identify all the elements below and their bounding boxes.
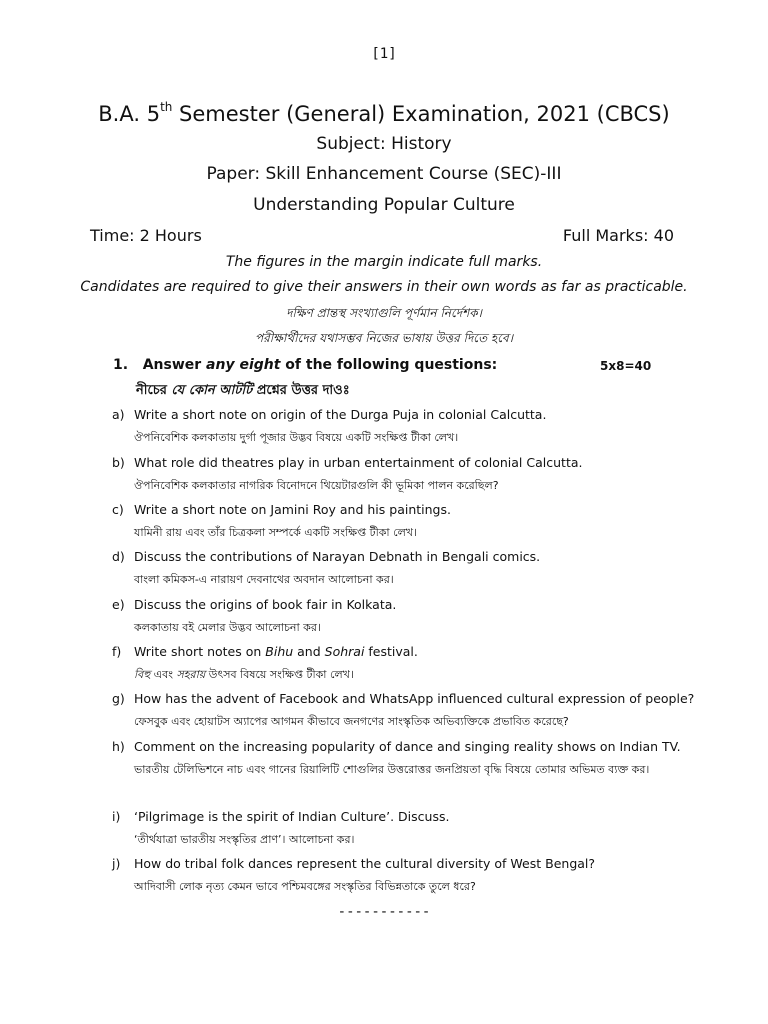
item-text-en: How has the advent of Facebook and WhatsApp influenced cultural expression of people?	[134, 691, 695, 706]
item-label: d)	[112, 549, 125, 564]
festival-name-sohrai-bn: সহরায়	[176, 668, 206, 681]
exam-title	[0, 100, 768, 126]
question-rest: of the following questions:	[280, 357, 498, 373]
festival-name-bihu: Bihu	[265, 644, 294, 659]
question-bn-emphasis: যে কোন আটটি	[171, 383, 253, 398]
item-text-en: Write a short note on Jamini Roy and his paintings.	[134, 502, 451, 517]
festival-name-bihu-bn: বিহু	[134, 668, 151, 681]
title-rest: Semester (General) Examination, 2021 (CBCS)	[172, 102, 670, 126]
item-text-bn: ভারতীয় টেলিভিশনে নাচ এবং গানের রিয়ালিটি শোগুলির উত্তরোত্তর জনপ্রিয়তা বৃদ্ধি বিষয়ে তোমার অভিমত ব্যক্ত কর।	[134, 763, 650, 776]
item-label: e)	[112, 597, 125, 612]
item-label: c)	[112, 502, 124, 517]
instruction-marks-bn: দক্ষিণ প্রান্তস্থ সংখ্যাগুলি পূর্ণমান নির্দেশক।	[286, 306, 482, 320]
item-text-bn: আদিবাসী লোক নৃত্য কেমন ভাবে পশ্চিমবঙ্গের সংস্কৃতির বিভিন্নতাকে তুলে ধরে?	[134, 880, 476, 893]
subject-line: Subject: History	[316, 134, 452, 154]
item-label: g)	[112, 691, 125, 706]
item-text-en	[134, 640, 694, 663]
time-allowed: Time: 2 Hours	[90, 226, 202, 245]
item-text-en: What role did theatres play in urban entertainment of colonial Calcutta.	[134, 455, 583, 470]
instruction-words-en: Candidates are required to give their answers in their own words as far as practicable.	[80, 279, 688, 295]
end-marker: -----------	[337, 904, 431, 920]
full-marks: Full Marks: 40	[562, 226, 674, 245]
item-text-bn: ঔপনিবেশিক কলকাতার নাগরিক বিনোদনে থিয়েটারগুলি কী ভূমিকা পালন করেছিল?	[134, 479, 499, 492]
item-text-en: Write a short note on origin of the Durga Puja in colonial Calcutta.	[134, 407, 547, 422]
item-text-part: উৎসব বিষয়ে সংক্ষিপ্ত টীকা লেখ।	[205, 668, 354, 681]
item-label: j)	[112, 856, 121, 871]
instruction-words-bn: পরীক্ষার্থীদের যথাসম্ভব নিজের ভাষায় উত্তর দিতে হবে।	[255, 331, 513, 345]
question-emphasis: any eight	[206, 357, 281, 373]
question-heading	[113, 357, 497, 373]
question-marks: 5x8=40	[600, 359, 652, 373]
item-text-part: এবং	[150, 668, 177, 681]
item-label: i)	[112, 809, 121, 824]
item-text-en: Discuss the contributions of Narayan Debnath in Bengali comics.	[134, 549, 541, 564]
item-text-bn: যামিনী রায় এবং তাঁর চিত্রকলা সম্পর্কে একটি সংক্ষিপ্ত টীকা লেখ।	[134, 526, 417, 539]
item-text-part: Write short notes on	[134, 644, 266, 659]
paper-line: Paper: Skill Enhancement Course (SEC)-III	[206, 164, 562, 184]
course-title: Understanding Popular Culture	[253, 195, 515, 215]
page-number: [1]	[371, 46, 397, 62]
title-main: B.A. 5	[98, 102, 161, 126]
title-superscript: th	[160, 100, 173, 114]
item-text-bn: ‘তীর্থযাত্রা ভারতীয় সংস্কৃতির প্রাণ’। আলোচনা কর।	[134, 833, 355, 846]
question-heading-bn	[136, 381, 350, 402]
item-text-en: ‘Pilgrimage is the spirit of Indian Culture’. Discuss.	[134, 809, 450, 824]
item-text-bn: ঔপনিবেশিক কলকাতায় দুর্গা পূজার উদ্ভব বিষয়ে একটি সংক্ষিপ্ত টীকা লেখ।	[134, 431, 459, 444]
item-label: h)	[112, 739, 125, 754]
item-text-en: Discuss the origins of book fair in Kolkata.	[134, 597, 397, 612]
item-text-part: and	[293, 644, 325, 659]
item-text-bn: ফেসবুক এবং হোয়াটস অ্যাপের আগমন কীভাবে জনগণের সাংস্কৃতিক অভিব্যক্তিকে প্রভাবিত করেছে?	[134, 715, 569, 728]
instruction-marks-en: The figures in the margin indicate full marks.	[225, 254, 543, 270]
item-label: f)	[112, 644, 122, 659]
item-text-part: festival.	[364, 644, 418, 659]
festival-name-sohrai: Sohrai	[324, 644, 365, 659]
item-text-bn: বাংলা কমিকস-এ নারায়ণ দেবনাথের অবদান আলোচনা কর।	[134, 573, 394, 586]
question-bn-pre: নীচের	[136, 383, 172, 398]
item-label: b)	[112, 455, 125, 470]
question-number: 1.	[113, 357, 129, 373]
item-text-en: How do tribal folk dances represent the cultural diversity of West Bengal?	[134, 856, 596, 871]
item-text-en: Comment on the increasing popularity of dance and singing reality shows on Indian TV.	[134, 739, 681, 754]
item-text-bn	[134, 663, 694, 686]
item-label: a)	[112, 407, 125, 422]
question-bn-post: প্রশ্নের উত্তর দাওঃ	[252, 383, 350, 398]
question-lead: Answer	[142, 357, 207, 373]
item-text-bn: কলকাতায় বই মেলার উদ্ভব আলোচনা কর।	[134, 621, 321, 634]
